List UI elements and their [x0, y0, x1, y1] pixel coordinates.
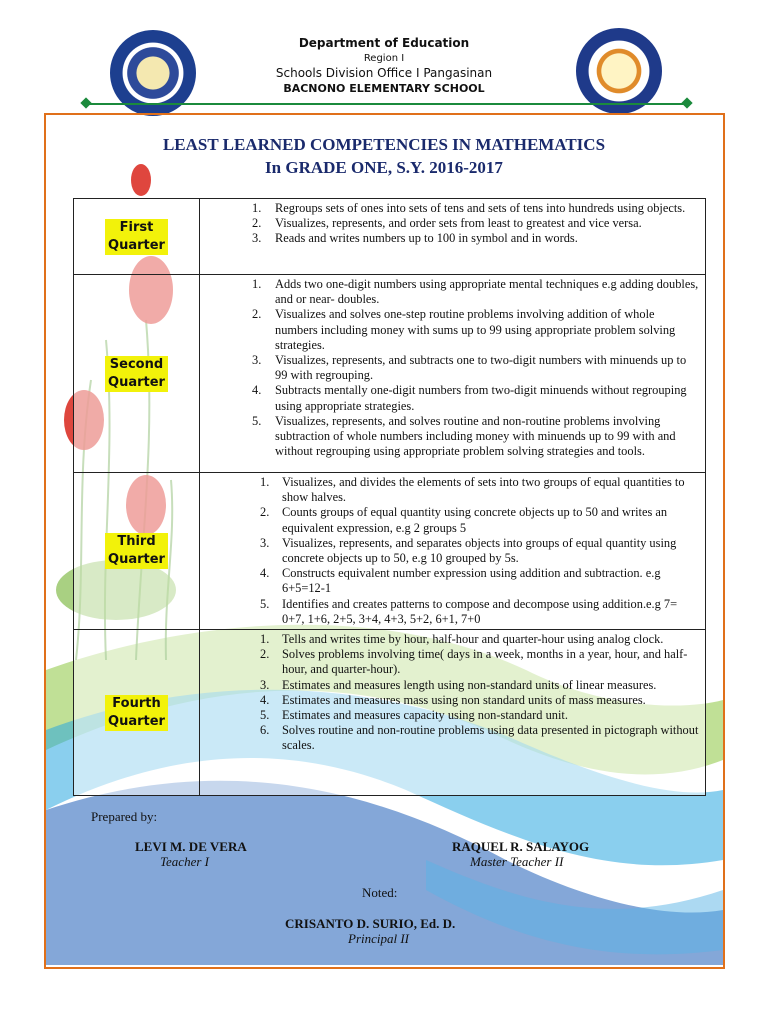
- list-item: Visualizes, represents, and separates objects into groups of equal quantity using concrete objects up to 50, e.g 10 grouped by 5s.: [282, 535, 677, 566]
- list-item: Estimates and measures capacity using non-standard unit.: [282, 708, 568, 723]
- table-row-fourth-quarter: [74, 630, 706, 796]
- quarter-label: [105, 219, 168, 255]
- list-item: Tells and writes time by hour, half-hour and quarter-hour using analog clock.: [282, 632, 664, 647]
- quarter-label: [105, 356, 168, 392]
- competency-list: [200, 275, 705, 461]
- competencies-table: [73, 198, 706, 796]
- competency-list: [200, 630, 705, 756]
- region-name: Region I: [363, 53, 405, 64]
- table-row-third-quarter: [74, 473, 706, 630]
- list-item: Constructs equivalent number expression using addition and subtraction. e.g 6+5=12-1: [282, 566, 661, 596]
- noted-label: Noted:: [362, 885, 398, 900]
- school-name: BACNONO ELEMENTARY SCHOOL: [283, 82, 485, 95]
- list-item: Solves problems involving time( days in a week, months in a year, hour, and half-hour, and quarter-hour).: [282, 647, 688, 677]
- competency-list: [200, 473, 705, 629]
- division-name: Schools Division Office I Pangasinan: [275, 66, 493, 80]
- list-item: Reads and writes numbers up to 100 in symbol and in words.: [275, 231, 578, 246]
- table-row-second-quarter: [74, 275, 706, 473]
- quarter-label-line1: Second: [109, 356, 164, 372]
- preparer2-role: Master Teacher II: [470, 854, 564, 869]
- list-item: Visualizes, represents, and subtracts one to two-digit numbers with minuends up to 99 with regrouping.: [275, 353, 687, 383]
- competency-list: [200, 199, 705, 249]
- list-item: Visualizes, represents, and order sets from least to greatest and vice versa.: [275, 216, 642, 231]
- prepared-by-label: Prepared by:: [91, 809, 158, 824]
- quarter-label-cell: [74, 630, 200, 796]
- document-subtitle: In GRADE ONE, S.Y. 2016-2017: [265, 158, 503, 177]
- preparer1-name: LEVI M. DE VERA: [135, 839, 247, 854]
- noter-name: CRISANTO D. SURIO, Ed. D.: [285, 916, 456, 931]
- list-item: Subtracts mentally one-digit numbers from two-digit minuends without regrouping using appropriate strategies.: [275, 383, 687, 413]
- quarter-label-cell: [74, 199, 200, 275]
- quarter-label-line2: Quarter: [108, 552, 165, 568]
- quarter-label-line1: First: [119, 219, 154, 235]
- list-item: Counts groups of equal quantity using concrete objects up to 50 and writes an equivalent expression, e.g 2 groups 5: [282, 505, 668, 535]
- quarter-label-cell: [74, 473, 200, 630]
- list-item: Estimates and measures length using non-standard units of linear measures.: [282, 677, 657, 692]
- competency-list-cell: [200, 199, 706, 275]
- list-item: Regroups sets of ones into sets of tens and sets of tens into hundreds using objects.: [275, 201, 686, 215]
- list-item: Identifies and creates patterns to compose and decompose using addition.e.g 7= 0+7, 1+6, 2+5, 3+4, 4+3, 5+2, 6+1, 7+0: [282, 596, 678, 626]
- quarter-label-cell: [74, 275, 200, 473]
- list-item: Visualizes, and divides the elements of sets into two groups of equal quantities to show halves.: [282, 475, 685, 505]
- competency-list-cell: [200, 275, 706, 473]
- quarter-label-line1: Third: [117, 534, 156, 550]
- table-row-first-quarter: [74, 199, 706, 275]
- noter-role: Principal II: [348, 931, 410, 946]
- header-divider: [86, 103, 686, 105]
- letterhead: [0, 28, 768, 108]
- division-office-seal-icon: [576, 28, 662, 114]
- list-item: Visualizes and solves one-step routine problems involving addition of whole numbers including money with sums up to 99 using appropriate problem solving strategies.: [275, 307, 676, 352]
- quarter-label-line2: Quarter: [108, 713, 165, 729]
- department-name: Department of Education: [298, 36, 470, 50]
- competency-list-cell: [200, 630, 706, 796]
- quarter-label-line2: Quarter: [108, 237, 165, 253]
- document-title: LEAST LEARNED COMPETENCIES IN MATHEMATICS: [162, 135, 606, 154]
- list-item: Adds two one-digit numbers using appropriate mental techniques e.g adding doubles, and or near- doubles.: [275, 277, 699, 307]
- list-item: Solves routine and non-routine problems using data presented in pictograph without scales.: [282, 723, 699, 753]
- competency-list-cell: [200, 473, 706, 630]
- quarter-label: [105, 533, 168, 569]
- quarter-label-line1: Fourth: [112, 695, 161, 711]
- quarter-label-line2: Quarter: [108, 374, 165, 390]
- preparer1-role: Teacher I: [160, 854, 209, 869]
- preparer2-name: RAQUEL R. SALAYOG: [452, 839, 590, 854]
- quarter-label: [105, 695, 168, 731]
- list-item: Estimates and measures mass using non standard units of mass measures.: [282, 692, 646, 707]
- list-item: Visualizes, represents, and solves routine and non-routine problems involving subtraction of whole numbers including money with minuends up to 99 with and without regrouping using appropriate problem solving strategies and tools.: [275, 413, 676, 459]
